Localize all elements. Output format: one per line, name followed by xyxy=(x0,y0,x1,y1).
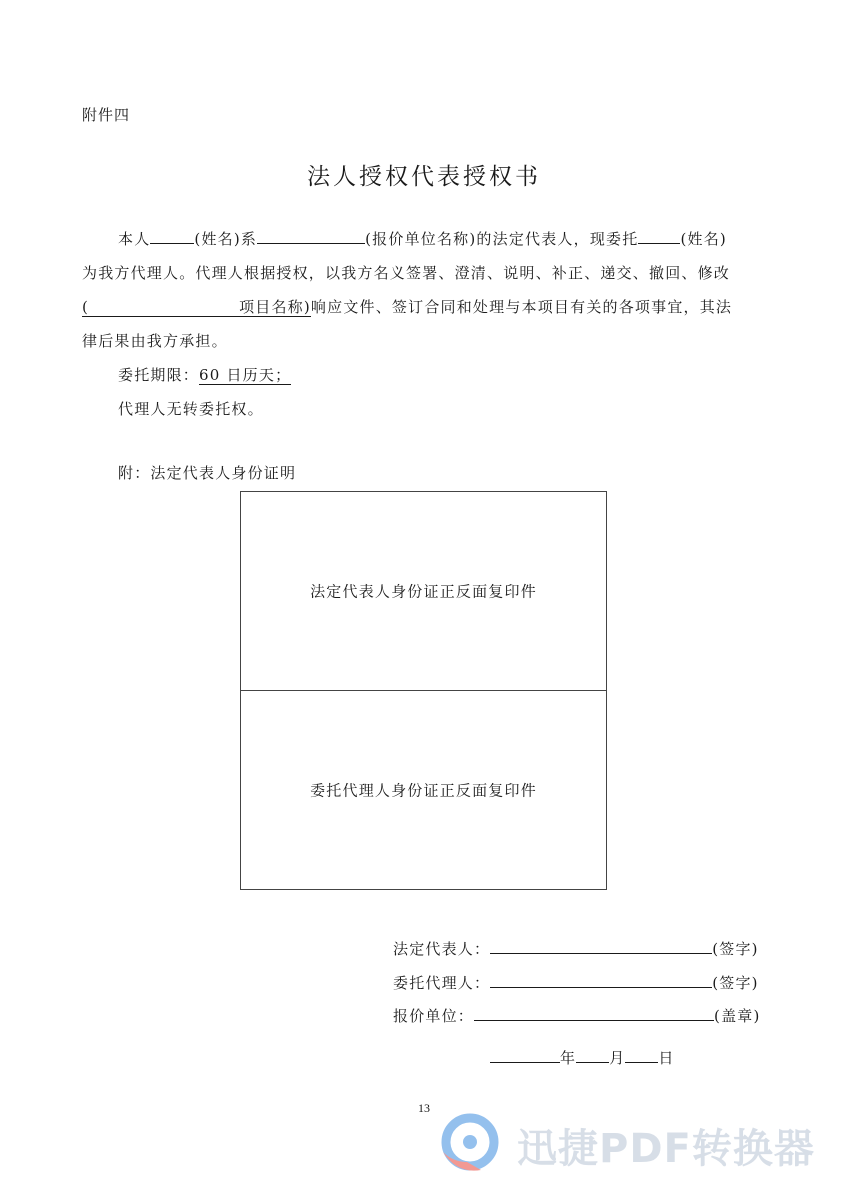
watermark-text: 迅捷PDF转换器 xyxy=(517,1125,815,1172)
date-row xyxy=(490,1047,675,1068)
blank-unit-name xyxy=(257,228,365,244)
legal-rep-id-box xyxy=(240,491,607,691)
year-blank xyxy=(490,1048,560,1063)
signature-unit xyxy=(393,1005,761,1026)
paragraph-line-2: 为我方代理人。代理人根据授权，以我方名义签署、澄清、说明、补正、递交、撤回、修改 xyxy=(82,264,731,282)
legal-rep-signature-line xyxy=(490,939,712,954)
signature-legal-rep xyxy=(393,938,759,959)
unit-stamp-line xyxy=(474,1006,714,1021)
year-label: 年 xyxy=(560,1049,577,1067)
legal-rep-label: 法定代表人： xyxy=(393,940,491,958)
month-label: 月 xyxy=(609,1049,626,1067)
agent-id-label: 委托代理人身份证正反面复印件 xyxy=(310,781,537,800)
attachment-label: 附件四 xyxy=(82,106,131,124)
term-line xyxy=(118,364,291,385)
agent-id-box xyxy=(240,690,607,890)
text-response-docs: 响应文件、签订合同和处理与本项目有关的各项事宜，其法 xyxy=(310,298,733,316)
legal-rep-suffix: (签字) xyxy=(712,940,759,958)
attachment-note: 附：法定代表人身份证明 xyxy=(118,464,297,482)
xunjie-logo-icon xyxy=(437,1112,503,1178)
project-name-field: ( 项目名称) xyxy=(82,298,311,316)
blank-name-2 xyxy=(638,228,680,244)
page-number: 13 xyxy=(418,1101,430,1115)
month-blank xyxy=(576,1048,609,1063)
unit-suffix: (盖章) xyxy=(714,1007,761,1025)
blank-name-1 xyxy=(150,228,194,244)
day-blank xyxy=(625,1048,658,1063)
legal-rep-id-label: 法定代表人身份证正反面复印件 xyxy=(310,582,537,601)
watermark xyxy=(437,1112,815,1178)
term-label: 委托期限： xyxy=(118,366,200,384)
agent-signature-line xyxy=(490,973,712,988)
day-label: 日 xyxy=(658,1049,675,1067)
paragraph-line-4: 律后果由我方承担。 xyxy=(82,332,228,350)
paragraph-line-1 xyxy=(118,228,727,249)
document-title: 法人授权代表授权书 xyxy=(307,164,541,190)
agent-label: 委托代理人： xyxy=(393,974,491,992)
text-name-suffix: (姓名) xyxy=(680,230,727,248)
text-legal-rep-entrust: (报价单位名称)的法定代表人，现委托 xyxy=(365,230,639,248)
text-ben-ren: 本人 xyxy=(118,230,151,248)
unit-label: 报价单位： xyxy=(393,1007,475,1025)
signature-agent xyxy=(393,972,759,993)
term-value: 60 日历天； xyxy=(199,366,292,384)
text-name-sys: (姓名)系 xyxy=(194,230,258,248)
no-transfer-line: 代理人无转委托权。 xyxy=(118,400,264,418)
paragraph-line-3 xyxy=(82,296,732,317)
agent-suffix: (签字) xyxy=(712,974,759,992)
